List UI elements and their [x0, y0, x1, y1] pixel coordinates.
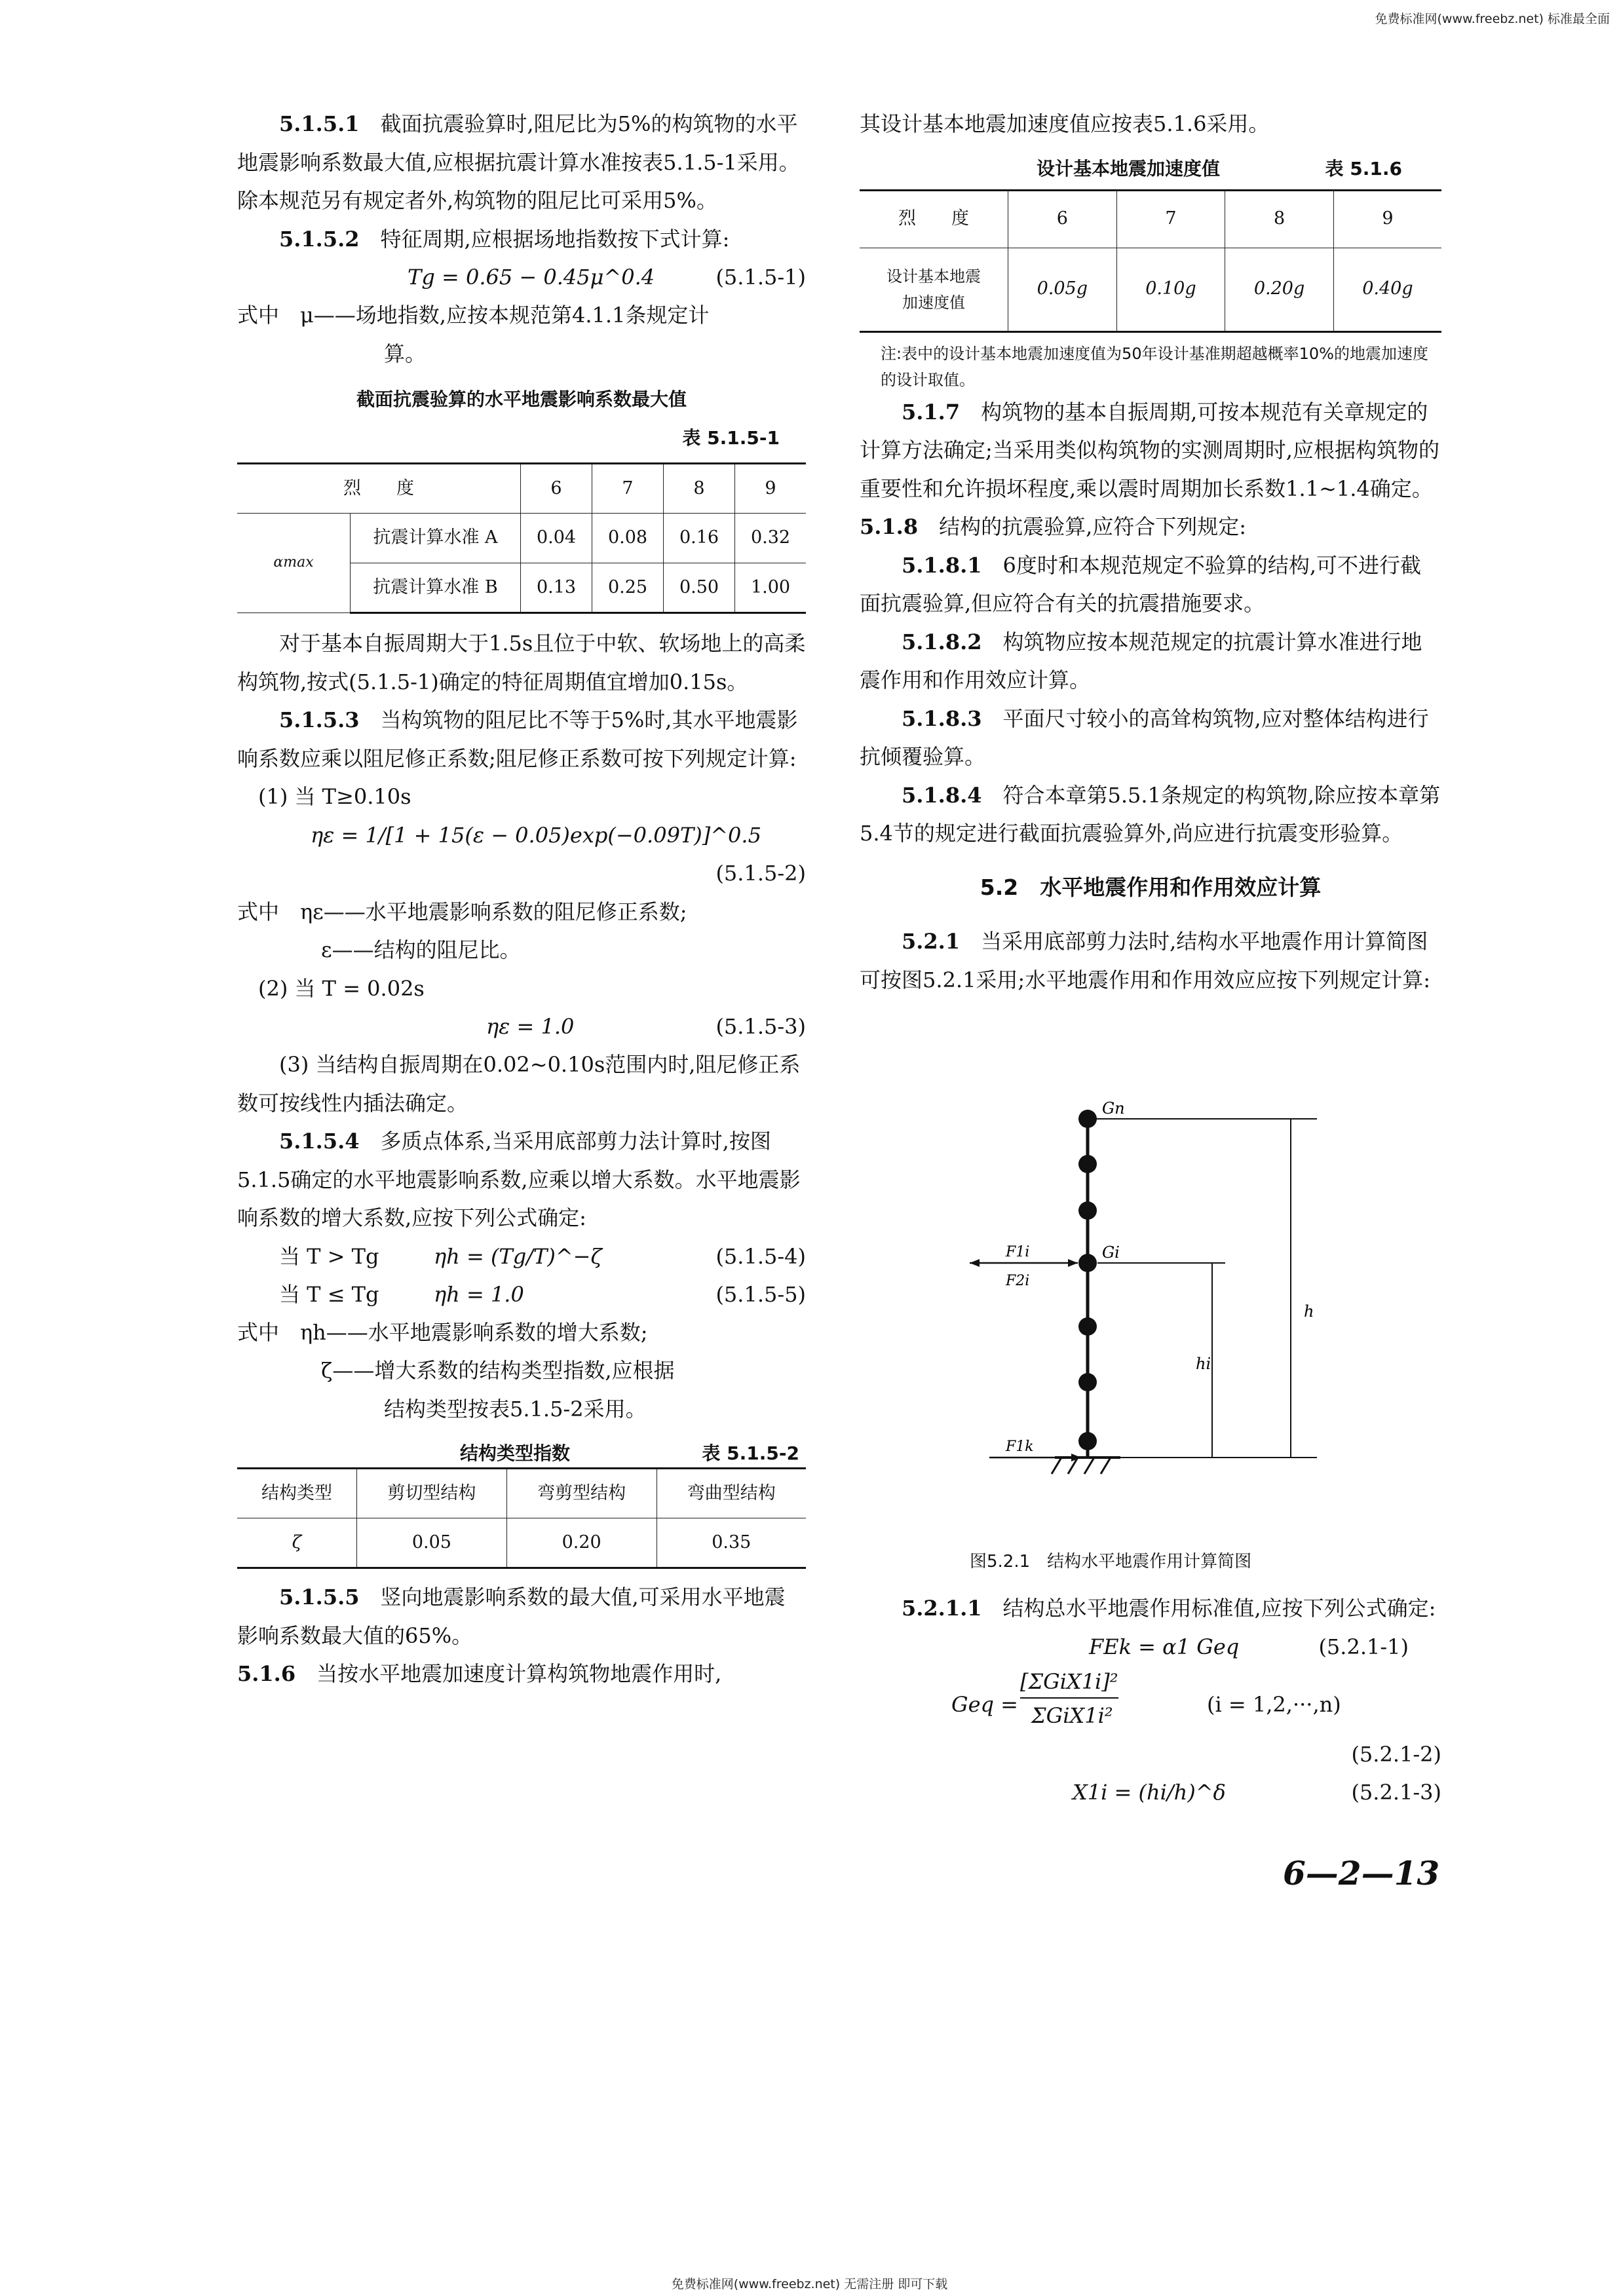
- clause-5-1-5-5: [237, 1578, 806, 1655]
- symbol-definition-cont: 结构类型按表5.1.5-2采用。: [384, 1396, 647, 1421]
- clause-number: 5.1.6: [237, 1661, 296, 1686]
- label-f1k: F1k: [1006, 1439, 1034, 1455]
- right-column-lower: [860, 1589, 1441, 1811]
- section-heading: 5.2 水平地震作用和作用效应计算: [980, 874, 1322, 900]
- clause-number: 5.1.8.4: [902, 782, 982, 808]
- clause-number: 5.1.8.3: [902, 706, 982, 731]
- clause-number: 5.1.8.2: [902, 629, 982, 654]
- table-header-cell: 9: [1333, 190, 1441, 248]
- right-column: [860, 105, 1441, 999]
- symbol-definition: 式中 ηh——水平地震影响系数的增大系数;: [237, 1319, 648, 1345]
- table-5-1-6-id: 表 5.1.6: [1325, 157, 1402, 179]
- table-cell: 0.32: [735, 514, 807, 563]
- table-5-1-5-2: [237, 1467, 806, 1569]
- equation-5-1-5-5: [237, 1275, 806, 1313]
- label-gi: Gi: [1102, 1243, 1120, 1262]
- figure-5-2-1: [950, 1094, 1369, 1513]
- table-5-1-5-2-id: 表 5.1.5-2: [702, 1442, 799, 1464]
- table-cell: 0.05g: [1008, 248, 1117, 331]
- table-cell: 抗震计算水准 A: [351, 514, 521, 563]
- clause-5-1-8-4: [860, 776, 1441, 853]
- clause-5-1-8-2: [860, 623, 1441, 700]
- page-header: 免费标准网(www.freebz.net) 标准最全面: [1375, 12, 1610, 26]
- clause-text: 结构总水平地震作用标准值,应按下列公式确定:: [1002, 1596, 1436, 1621]
- table-5-1-6-title: 设计基本地震加速度值: [1037, 157, 1221, 179]
- clause-5-1-5-4: [237, 1122, 806, 1237]
- table-5-1-6-caption: [860, 143, 1441, 184]
- arrowhead: [970, 1259, 980, 1267]
- equation-number: (5.1.5-5): [715, 1281, 806, 1307]
- mass-node: [1078, 1155, 1097, 1173]
- table-cell: 0.04: [521, 514, 592, 563]
- table-header-cell: 6: [1008, 190, 1117, 248]
- equation: Tg = 0.65 − 0.45μ^0.4: [408, 265, 655, 290]
- clause-number: 5.1.7: [902, 399, 961, 424]
- table-5-1-5-1-title: 截面抗震验算的水平地震影响系数最大值: [356, 388, 687, 410]
- condition: (1) 当 T≥0.10s: [258, 784, 411, 809]
- equation-lhs: Geq =: [951, 1691, 1018, 1717]
- equation-number: (5.1.5-1): [715, 265, 806, 290]
- table-row-header: 设计基本地震加速度值: [860, 248, 1008, 331]
- condition: (2) 当 T = 0.02s: [258, 975, 425, 1001]
- clause-5-1-6: [237, 1655, 806, 1693]
- label-h: h: [1304, 1302, 1314, 1321]
- table-header-cell: 剪切型结构: [357, 1469, 507, 1518]
- equation-5-1-5-4: [237, 1237, 806, 1275]
- clause-text: 6度时和本规范规定不验算的结构,可不进行截面抗震验算,但应符合有关的抗震措施要求。: [860, 552, 1422, 616]
- equation-5-2-1-3: [860, 1773, 1441, 1811]
- condition: (3) 当结构自振周期在0.02~0.10s范围内时,阻尼修正系数可按线性内插法确定。: [237, 1052, 801, 1116]
- equation: X1i = (hi/h)^δ: [1073, 1780, 1226, 1805]
- table-5-1-6: [860, 189, 1441, 333]
- clause-5-1-8-1: [860, 546, 1441, 623]
- clause-number: 5.2.1: [902, 929, 961, 954]
- table-cell: 0.13: [521, 563, 592, 613]
- condition: 当 T > Tg: [279, 1243, 379, 1269]
- clause-number: 5.1.5.5: [279, 1585, 360, 1609]
- equation-number: (5.2.1-1): [1318, 1634, 1409, 1659]
- table-cell: 0.16: [664, 514, 735, 563]
- clause-number: 5.1.5.1: [279, 111, 360, 136]
- table-header-cell: 8: [664, 464, 735, 514]
- clause-text: 符合本章第5.5.1条规定的构筑物,除应按本章第5.4节的规定进行截面抗震验算外,尚应进行抗震变形验算。: [860, 782, 1441, 846]
- equation-number: (5.2.1-2): [1351, 1741, 1441, 1767]
- clause-5-2-1: [860, 922, 1441, 999]
- equation-number: (5.1.5-3): [715, 1014, 806, 1039]
- table-header-cell: 6: [521, 464, 592, 514]
- symbol-definition: 式中 μ——场地指数,应按本规范第4.1.1条规定计: [237, 303, 710, 328]
- symbol-definition: ε——结构的阻尼比。: [321, 937, 521, 962]
- table-5-1-5-1: [237, 462, 806, 614]
- table-header-cell: 弯曲型结构: [657, 1469, 806, 1518]
- clause-text: 截面抗震验算时,阻尼比为5%的构筑物的水平地震影响系数最大值,应根据抗震计算水准按表5.1.5-1采用。除本规范另有规定者外,构筑物的阻尼比可采用5%。: [237, 111, 800, 213]
- arrowhead: [1068, 1259, 1078, 1267]
- paragraph: 其设计基本地震加速度值应按表5.1.6采用。: [860, 111, 1270, 136]
- clause-number: 5.2.1.1: [902, 1596, 982, 1621]
- mass-node: [1078, 1432, 1097, 1450]
- table-cell: 0.05: [357, 1518, 507, 1568]
- equation-5-2-1-1: [860, 1628, 1441, 1666]
- equation: ηh = 1.0: [434, 1281, 524, 1307]
- mass-node: [1078, 1373, 1097, 1391]
- clause-number: 5.1.5.3: [279, 707, 360, 732]
- condition: 当 T ≤ Tg: [279, 1281, 379, 1307]
- symbol-definition: 式中 ηε——水平地震影响系数的阻尼修正系数;: [237, 899, 687, 924]
- clause-text: 构筑物应按本规范规定的抗震计算水准进行地震作用和作用效应计算。: [860, 629, 1422, 692]
- equation: ηε = 1/[1 + 15(ε − 0.05)exp(−0.09T)]^0.5: [311, 822, 761, 848]
- table-row-header: αmax: [237, 514, 351, 613]
- equation-5-1-5-3: [237, 1007, 806, 1045]
- table-cell: ζ: [237, 1518, 357, 1568]
- table-5-1-5-2-title: 结构类型指数: [460, 1442, 571, 1464]
- clause-5-1-8: [860, 508, 1441, 546]
- page-number: 6—2—13: [1283, 1854, 1440, 1892]
- clause-text: 竖向地震影响系数的最大值,可采用水平地震影响系数最大值的65%。: [237, 1585, 786, 1648]
- equation-numerator: [ΣGiX1i]²: [1020, 1666, 1118, 1699]
- equation-number: (5.1.5-4): [715, 1243, 806, 1269]
- equation: FEk = α1 Geq: [1089, 1634, 1240, 1659]
- mass-node: [1078, 1201, 1097, 1220]
- equation-condition: (i = 1,2,···,n): [1207, 1691, 1341, 1717]
- clause-text: 平面尺寸较小的高耸构筑物,应对整体结构进行抗倾覆验算。: [860, 706, 1429, 769]
- table-header-cell: 烈 度: [237, 464, 521, 514]
- table-header-cell: 9: [735, 464, 807, 514]
- figure-caption: 图5.2.1 结构水平地震作用计算简图: [970, 1552, 1252, 1571]
- table-5-1-5-1-id: 表 5.1.5-1: [682, 426, 780, 449]
- clause-text: 特征周期,应根据场地指数按下式计算:: [380, 226, 730, 252]
- clause-text: 当采用底部剪力法时,结构水平地震作用计算简图可按图5.2.1采用;水平地震作用和作用效应应按下列规定计算:: [860, 929, 1430, 992]
- clause-5-1-5-3: [237, 701, 806, 778]
- table-cell: 抗震计算水准 B: [351, 563, 521, 613]
- clause-5-2-1-1: [860, 1589, 1441, 1628]
- clause-number: 5.1.8: [860, 514, 919, 539]
- symbol-definition-cont: 算。: [384, 341, 427, 366]
- clause-number: 5.1.8.1: [902, 552, 982, 578]
- clause-number: 5.1.5.2: [279, 226, 360, 252]
- table-5-1-5-2-caption: [237, 1435, 806, 1465]
- clause-5-1-8-3: [860, 700, 1441, 776]
- mass-node: [1078, 1317, 1097, 1336]
- clause-number: 5.1.5.4: [279, 1129, 360, 1154]
- page-footer: 免费标准网(www.freebz.net) 无需注册 即可下载: [671, 2277, 948, 2291]
- table-cell: 0.20g: [1225, 248, 1334, 331]
- clause-text: 当构筑物的阻尼比不等于5%时,其水平地震影响系数应乘以阻尼修正系数;阻尼修正系数可按下列规定计算:: [237, 707, 798, 771]
- equation-5-1-5-1: [237, 258, 806, 296]
- label-f2i: F2i: [1006, 1273, 1030, 1289]
- clause-text: 结构的抗震验算,应符合下列规定:: [939, 514, 1247, 539]
- paragraph: 对于基本自振周期大于1.5s且位于中软、软场地上的高柔构筑物,按式(5.1.5-1)确定的特征周期值宜增加0.15s。: [237, 631, 806, 694]
- clause-text: 多质点体系,当采用底部剪力法计算时,按图5.1.5确定的水平地震影响系数,应乘以增大系数。水平地震影响系数的增大系数,应按下列公式确定:: [237, 1129, 801, 1230]
- equation: ηε = 1.0: [486, 1014, 575, 1039]
- table-cell: 0.20: [506, 1518, 657, 1568]
- table-header-cell: 结构类型: [237, 1469, 357, 1518]
- table-note: 注:表中的设计基本地震加速度值为50年设计基准期超越概率10%的地震加速度的设计取值。: [881, 344, 1428, 389]
- clause-text: 当按水平地震加速度计算构筑物地震作用时,: [316, 1661, 722, 1686]
- table-header-cell: 烈 度: [860, 190, 1008, 248]
- table-header-cell: 弯剪型结构: [506, 1469, 657, 1518]
- table-cell: 0.25: [592, 563, 664, 613]
- table-header-cell: 7: [592, 464, 664, 514]
- label-f1i: F1i: [1006, 1244, 1030, 1260]
- ground-hatch: [1052, 1458, 1111, 1474]
- table-cell: 0.10g: [1116, 248, 1225, 331]
- table-cell: 0.50: [664, 563, 735, 613]
- clause-5-1-7: [860, 393, 1441, 508]
- equation-number: (5.1.5-2): [715, 861, 806, 886]
- clause-text: 构筑物的基本自振周期,可按本规范有关章规定的计算方法确定;当采用类似构筑物的实测周期时,应根据构筑物的重要性和允许损坏程度,乘以震时周期加长系数1.1~1.4确定。: [860, 399, 1439, 501]
- mass-node: [1078, 1254, 1097, 1272]
- clause-5-1-5-1: [237, 105, 806, 220]
- table-cell: 0.40g: [1333, 248, 1441, 331]
- table-cell: 0.35: [657, 1518, 806, 1568]
- equation-number: (5.2.1-3): [1351, 1780, 1441, 1805]
- label-gn: Gn: [1102, 1099, 1125, 1118]
- equation: ηh = (Tg/T)^−ζ: [434, 1243, 602, 1269]
- symbol-definition: ζ——增大系数的结构类型指数,应根据: [321, 1358, 675, 1383]
- equation-denominator: ΣGiX1i²: [1031, 1703, 1113, 1728]
- table-header-cell: 8: [1225, 190, 1334, 248]
- table-cell: 0.08: [592, 514, 664, 563]
- table-header-cell: 7: [1116, 190, 1225, 248]
- clause-5-1-5-2: [237, 220, 806, 259]
- left-column: [237, 105, 806, 1693]
- equation-5-2-1-2: [860, 1666, 1441, 1735]
- table-cell: 1.00: [735, 563, 807, 613]
- label-hi: hi: [1196, 1355, 1211, 1373]
